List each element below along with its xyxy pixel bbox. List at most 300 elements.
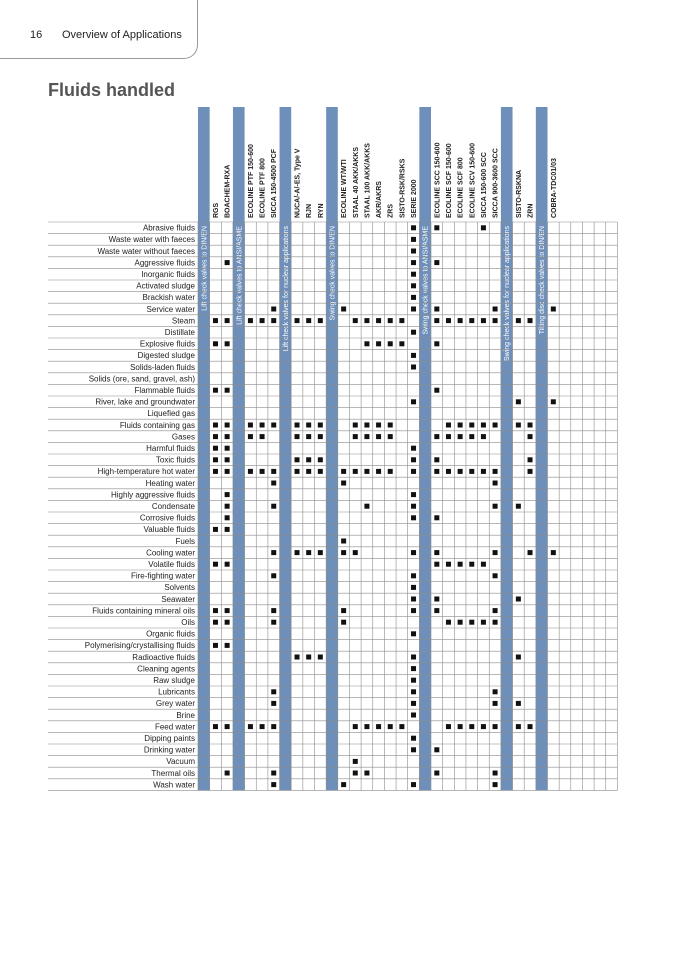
mark — [481, 225, 486, 230]
mark — [411, 295, 416, 300]
mark — [528, 724, 533, 729]
mark — [434, 341, 439, 346]
mark — [225, 492, 230, 497]
mark — [353, 759, 358, 764]
column-header: SICCA 900-3600 SCC — [492, 148, 500, 218]
column-header: COBRA-TDC01/03 — [550, 158, 558, 218]
mark — [516, 701, 521, 706]
column-header: ECOLINE WT/WTI — [341, 159, 349, 218]
mark — [271, 771, 276, 776]
row-label: Cooling water — [146, 548, 195, 558]
mark — [411, 597, 416, 602]
mark — [469, 423, 474, 428]
row-label: Seawater — [161, 594, 195, 604]
row-label: Liquefied gas — [147, 409, 195, 419]
mark — [411, 249, 416, 254]
mark — [225, 504, 230, 509]
mark — [516, 504, 521, 509]
row-label: Brine — [176, 710, 195, 720]
column-header: SISTO-RSK/RSKS — [399, 158, 407, 218]
mark — [493, 469, 498, 474]
mark — [376, 724, 381, 729]
mark — [446, 620, 451, 625]
mark — [225, 771, 230, 776]
column-header: ECOLINE SCF 150-600 — [445, 143, 453, 218]
column-header: BOACHEM-RXA — [224, 164, 232, 218]
row-label: Volatile fluids — [148, 560, 195, 569]
mark — [341, 550, 346, 555]
mark — [341, 782, 346, 787]
column-header: RJN — [306, 203, 314, 218]
mark — [318, 318, 323, 323]
row-label: Gases — [171, 432, 195, 442]
mark — [388, 423, 393, 428]
row-label: Distillate — [164, 328, 195, 337]
mark — [516, 423, 521, 428]
mark — [306, 318, 311, 323]
mark — [318, 423, 323, 428]
mark — [469, 724, 474, 729]
mark — [399, 318, 404, 323]
mark — [434, 608, 439, 613]
mark — [551, 550, 556, 555]
mark — [271, 423, 276, 428]
mark — [528, 434, 533, 439]
mark — [411, 678, 416, 683]
mark — [388, 434, 393, 439]
mark — [411, 515, 416, 520]
mark — [225, 434, 230, 439]
mark — [411, 782, 416, 787]
row-label: Fuels — [175, 536, 195, 546]
column-header: ECOLINE PTF 800 — [259, 158, 267, 218]
group-label: Swing check valves to ANSI/ASME — [422, 226, 430, 335]
row-label: Explosive fluids — [139, 339, 195, 349]
mark — [493, 423, 498, 428]
mark — [376, 341, 381, 346]
column-header: RYN — [317, 203, 325, 218]
page-number: 16 — [30, 29, 43, 41]
mark — [411, 550, 416, 555]
mark — [493, 550, 498, 555]
column-header: ECOLINE SCF 800 — [457, 157, 465, 218]
group-band — [501, 107, 513, 790]
mark — [411, 399, 416, 404]
mark — [213, 620, 218, 625]
mark — [341, 469, 346, 474]
mark — [469, 562, 474, 567]
mark — [493, 724, 498, 729]
column-header: SERIE 2000 — [411, 179, 419, 218]
mark — [213, 608, 218, 613]
row-label: Toxic fluids — [155, 455, 195, 465]
group-label: Tilting disc check valves to DIN/EN — [539, 226, 547, 335]
mark — [364, 724, 369, 729]
mark — [434, 434, 439, 439]
page-title: Fluids handled — [48, 80, 176, 100]
mark — [318, 550, 323, 555]
mark — [318, 469, 323, 474]
mark — [434, 597, 439, 602]
mark — [481, 318, 486, 323]
mark — [458, 620, 463, 625]
mark — [353, 469, 358, 474]
mark — [434, 562, 439, 567]
mark — [364, 434, 369, 439]
mark — [225, 446, 230, 451]
mark — [388, 469, 393, 474]
mark — [260, 423, 265, 428]
mark — [376, 423, 381, 428]
row-label: Grey water — [155, 699, 195, 709]
mark — [446, 469, 451, 474]
mark — [341, 608, 346, 613]
mark — [446, 318, 451, 323]
column-header: SICCA 150-4500 PCF — [271, 149, 279, 218]
mark — [376, 469, 381, 474]
row-label: Abrasive fluids — [142, 223, 195, 233]
mark — [225, 643, 230, 648]
mark — [434, 457, 439, 462]
mark — [469, 318, 474, 323]
mark — [458, 562, 463, 567]
mark — [446, 562, 451, 567]
mark — [434, 318, 439, 323]
row-label: Flammable fluids — [134, 386, 195, 395]
mark — [225, 260, 230, 265]
column-header: ECOLINE SCC 150-600 — [434, 142, 442, 218]
mark — [213, 423, 218, 428]
group-label: Lift check valves to ANSI/ASME — [236, 226, 244, 325]
mark — [353, 771, 358, 776]
mark — [516, 597, 521, 602]
row-label: Solvents — [164, 583, 195, 593]
mark — [516, 318, 521, 323]
mark — [411, 272, 416, 277]
column-header: ZRN — [527, 203, 535, 218]
column-header: ECOLINE PTF 150-600 — [247, 144, 255, 218]
mark — [364, 318, 369, 323]
mark — [376, 434, 381, 439]
mark — [411, 225, 416, 230]
mark — [411, 365, 416, 370]
row-label: Waste water without faeces — [97, 246, 195, 256]
row-label: Service water — [146, 304, 195, 314]
mark — [388, 318, 393, 323]
mark — [271, 782, 276, 787]
mark — [341, 539, 346, 544]
mark — [411, 260, 416, 265]
mark — [213, 724, 218, 729]
mark — [411, 655, 416, 660]
mark — [493, 771, 498, 776]
mark — [271, 701, 276, 706]
group-band — [419, 107, 431, 790]
mark — [271, 307, 276, 312]
row-label: Solids-laden fluids — [130, 362, 195, 372]
mark — [306, 469, 311, 474]
mark — [295, 550, 300, 555]
row-label: Highly aggressive fluids — [110, 490, 195, 500]
row-label: Waste water with faeces — [108, 235, 195, 245]
row-label: Fluids containing mineral oils — [92, 606, 195, 616]
mark — [493, 307, 498, 312]
mark — [446, 423, 451, 428]
row-label: Fluids containing gas — [119, 420, 195, 430]
mark — [469, 469, 474, 474]
row-label: Brackish water — [142, 293, 195, 303]
mark — [528, 457, 533, 462]
mark — [493, 504, 498, 509]
mark — [364, 771, 369, 776]
mark — [481, 434, 486, 439]
mark — [399, 724, 404, 729]
mark — [493, 318, 498, 323]
mark — [353, 550, 358, 555]
row-label: Aggressive fluids — [134, 258, 195, 268]
group-label: Swing check valves for nuclear applications — [504, 225, 512, 362]
group-label: Swing check valves to DIN/EN — [329, 226, 337, 321]
mark — [411, 492, 416, 497]
mark — [225, 515, 230, 520]
mark — [271, 481, 276, 486]
mark — [411, 585, 416, 590]
mark — [411, 330, 416, 335]
mark — [411, 631, 416, 636]
mark — [213, 469, 218, 474]
mark — [411, 608, 416, 613]
mark — [260, 724, 265, 729]
mark — [493, 608, 498, 613]
mark — [248, 724, 253, 729]
mark — [481, 562, 486, 567]
mark — [411, 689, 416, 694]
mark — [225, 620, 230, 625]
mark — [458, 318, 463, 323]
mark — [225, 341, 230, 346]
mark — [411, 747, 416, 752]
mark — [528, 550, 533, 555]
mark — [528, 469, 533, 474]
mark — [213, 446, 218, 451]
mark — [493, 689, 498, 694]
mark — [225, 469, 230, 474]
mark — [271, 689, 276, 694]
group-band — [198, 107, 210, 790]
mark — [295, 655, 300, 660]
row-label: High-temperature hot water — [97, 467, 195, 477]
group-label: Lift check valves for nuclear applications — [282, 226, 290, 352]
mark — [411, 446, 416, 451]
mark — [364, 423, 369, 428]
mark — [469, 620, 474, 625]
mark — [458, 724, 463, 729]
row-label: Organic fluids — [146, 629, 195, 639]
column-header: ZRS — [387, 204, 395, 218]
mark — [388, 724, 393, 729]
mark — [458, 469, 463, 474]
mark — [434, 771, 439, 776]
mark — [364, 469, 369, 474]
row-label: Cleaning agents — [137, 664, 195, 674]
mark — [295, 318, 300, 323]
mark — [306, 434, 311, 439]
mark — [434, 515, 439, 520]
mark — [341, 307, 346, 312]
mark — [213, 457, 218, 462]
mark — [341, 620, 346, 625]
mark — [411, 237, 416, 242]
mark — [271, 620, 276, 625]
mark — [411, 736, 416, 741]
mark — [318, 655, 323, 660]
mark — [306, 457, 311, 462]
row-label: Steam — [171, 316, 195, 326]
mark — [516, 724, 521, 729]
row-label: Feed water — [154, 722, 195, 732]
group-band — [233, 107, 245, 790]
row-label: Heating water — [145, 478, 195, 488]
mark — [213, 643, 218, 648]
mark — [353, 318, 358, 323]
mark — [271, 724, 276, 729]
mark — [295, 434, 300, 439]
group-band — [280, 107, 292, 790]
row-label: Fire-fighting water — [130, 571, 195, 581]
mark — [551, 307, 556, 312]
mark — [213, 318, 218, 323]
mark — [528, 423, 533, 428]
mark — [411, 469, 416, 474]
row-label: Vacuum — [166, 757, 195, 767]
mark — [411, 573, 416, 578]
mark — [248, 423, 253, 428]
row-label: Oils — [181, 618, 195, 627]
mark — [260, 434, 265, 439]
mark — [411, 504, 416, 509]
mark — [493, 620, 498, 625]
mark — [493, 573, 498, 578]
mark — [528, 318, 533, 323]
mark — [411, 307, 416, 312]
mark — [213, 562, 218, 567]
mark — [318, 457, 323, 462]
mark — [516, 399, 521, 404]
mark — [411, 283, 416, 288]
mark — [271, 550, 276, 555]
mark — [481, 469, 486, 474]
mark — [213, 341, 218, 346]
mark — [248, 318, 253, 323]
mark — [434, 307, 439, 312]
group-band — [326, 107, 338, 790]
mark — [295, 423, 300, 428]
mark — [481, 620, 486, 625]
row-label: Valuable fluids — [143, 525, 195, 535]
mark — [341, 481, 346, 486]
mark — [516, 655, 521, 660]
mark — [458, 434, 463, 439]
mark — [434, 747, 439, 752]
mark — [271, 318, 276, 323]
mark — [411, 457, 416, 462]
mark — [271, 504, 276, 509]
row-label: Activated sludge — [136, 281, 195, 291]
row-label: Corrosive fluids — [139, 513, 195, 523]
mark — [225, 608, 230, 613]
mark — [225, 318, 230, 323]
mark — [260, 469, 265, 474]
mark — [446, 724, 451, 729]
mark — [353, 724, 358, 729]
row-label: Wash water — [153, 780, 195, 790]
column-header: SISTO-RSKNA — [515, 169, 523, 218]
mark — [353, 423, 358, 428]
mark — [411, 353, 416, 358]
mark — [364, 341, 369, 346]
mark — [411, 666, 416, 671]
mark — [411, 713, 416, 718]
mark — [353, 434, 358, 439]
row-label: Digested sludge — [137, 351, 195, 361]
column-header: RGS — [212, 202, 220, 218]
row-label: Solids (ore, sand, gravel, ash) — [88, 374, 195, 384]
row-label: Raw sludge — [153, 676, 195, 685]
mark — [295, 469, 300, 474]
section-title: Overview of Applications — [62, 29, 182, 41]
mark — [213, 527, 218, 532]
mark — [248, 434, 253, 439]
row-label: Drinking water — [143, 745, 195, 755]
mark — [225, 527, 230, 532]
mark — [434, 550, 439, 555]
mark — [271, 608, 276, 613]
mark — [551, 399, 556, 404]
mark — [376, 318, 381, 323]
mark — [306, 655, 311, 660]
mark — [388, 341, 393, 346]
mark — [481, 423, 486, 428]
mark — [434, 388, 439, 393]
row-label: Lubricants — [158, 687, 195, 697]
mark — [481, 724, 486, 729]
mark — [306, 423, 311, 428]
mark — [260, 318, 265, 323]
column-header: NUCA/-A/-ES, Type V — [294, 148, 302, 218]
row-label: Inorganic fluids — [141, 270, 195, 279]
mark — [446, 434, 451, 439]
mark — [493, 701, 498, 706]
row-label: Polymerising/crystallising fluids — [84, 641, 195, 651]
mark — [225, 724, 230, 729]
mark — [364, 504, 369, 509]
row-label: Radioactive fluids — [132, 652, 195, 662]
mark — [248, 469, 253, 474]
column-header: STAAL 40 AKK/AKKS — [352, 146, 360, 218]
column-header: SICCA 150-600 SCC — [480, 152, 488, 218]
mark — [493, 481, 498, 486]
mark — [225, 388, 230, 393]
mark — [469, 434, 474, 439]
row-label: Condensate — [151, 502, 195, 511]
mark — [434, 260, 439, 265]
column-header: AKR/AKRS — [376, 181, 384, 218]
row-label: Harmful fluids — [146, 444, 195, 453]
mark — [225, 423, 230, 428]
row-label: River, lake and groundwater — [95, 397, 195, 407]
mark — [225, 457, 230, 462]
column-header: STAAL 100 AKK/AKKS — [364, 143, 372, 218]
